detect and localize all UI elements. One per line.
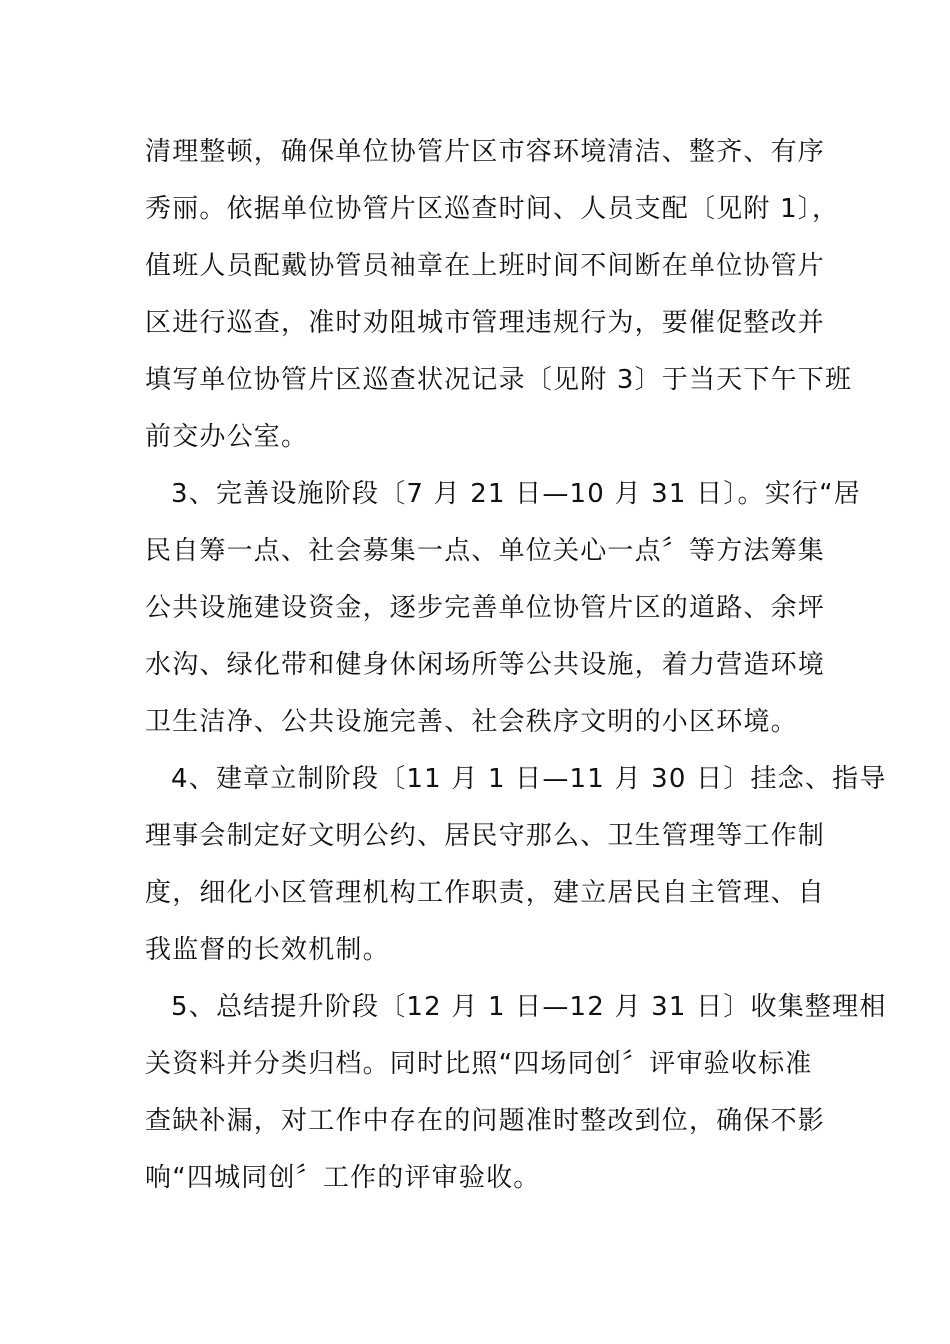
- text-line: 查缺补漏，对工作中存在的问题准时整改到位，确保不影: [145, 1106, 826, 1136]
- text-line: 前交办公室。: [145, 422, 309, 452]
- text-line: 民自筹一点、社会募集一点、单位关心一点〞等方法筹集: [145, 536, 826, 566]
- text-line: 填写单位协管片区巡查状况记录〔见附 3〕于当天下午下班: [145, 365, 853, 395]
- text-line: 区进行巡查，准时劝阻城市管理违规行为，要催促整改并: [145, 308, 826, 338]
- text-line: 响“四城同创〞工作的评审验收。: [145, 1163, 541, 1193]
- text-line: 公共设施建设资金，逐步完善单位协管片区的道路、余坪: [145, 593, 826, 623]
- text-line: 秀丽。依据单位协管片区巡查时间、人员支配〔见附 1〕，: [145, 194, 840, 224]
- text-line: 卫生洁净、公共设施完善、社会秩序文明的小区环境。: [145, 707, 798, 737]
- text-line: 度，细化小区管理机构工作职责，建立居民自主管理、自: [145, 878, 826, 908]
- paragraph-4-start: 4、建章立制阶段〔11 月 1 日—11 月 30 日〕挂念、指导: [171, 764, 887, 794]
- body-text: [145, 124, 887, 1207]
- paragraph-3-start: 3、完善设施阶段〔7 月 21 日—10 月 31 日〕。实行“居: [171, 479, 861, 509]
- text-line: 关资料并分类归档。同时比照“四场同创〞评审验收标准: [145, 1049, 813, 1079]
- paragraph-5-start: 5、总结提升阶段〔12 月 1 日—12 月 31 日〕收集整理相: [171, 992, 887, 1022]
- text-line: 清理整顿，确保单位协管片区市容环境清洁、整齐、有序: [145, 137, 826, 167]
- text-line: 值班人员配戴协管员袖章在上班时间不间断在单位协管片: [145, 251, 826, 281]
- text-line: 水沟、绿化带和健身休闲场所等公共设施，着力营造环境: [145, 650, 826, 680]
- text-line: 我监督的长效机制。: [145, 935, 390, 965]
- text-line: 理事会制定好文明公约、居民守那么、卫生管理等工作制: [145, 821, 826, 851]
